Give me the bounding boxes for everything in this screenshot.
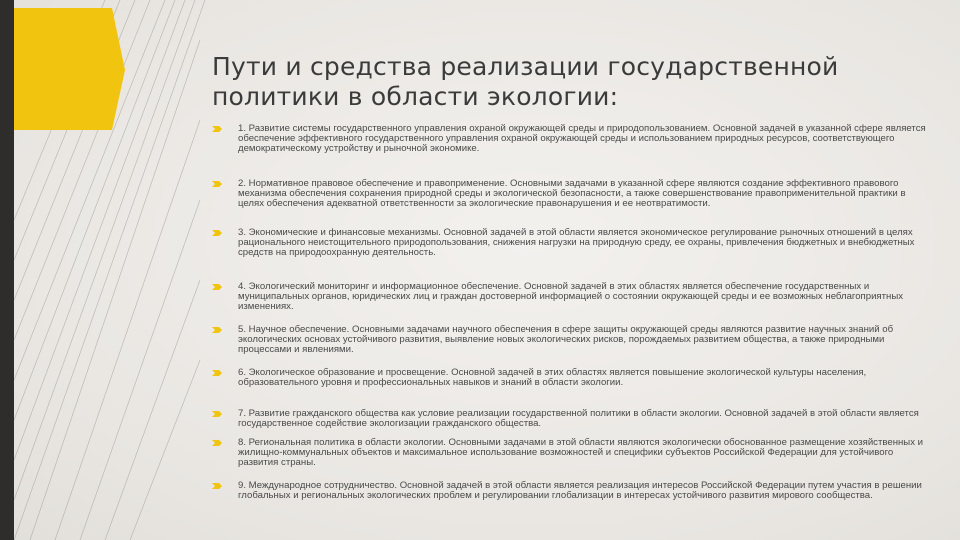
chevron-bullet-icon — [212, 440, 222, 446]
list-item — [212, 481, 926, 501]
list-item — [212, 325, 926, 356]
list-item — [212, 368, 926, 388]
list-item-text: 9. Международное сотрудничество. Основной задачей в этой области является реализация интересов Российской Федерации путем участия в решении глобальных и региональных экологических проблем и регулировании глобализации в интересах устойчивого развития мирового сообщества. — [238, 480, 922, 502]
list-item-text: 2. Нормативное правовое обеспечение и правоприменение. Основными задачами в указанной сфере являются создание эффективного правового механизма обеспечения сохранения природной среды и экологической безопасности, а также совершенствование правоприменительной практики в целях обеспечения адекватной ответственности за экологические правонарушения и ее неотвратимости. — [238, 178, 906, 210]
chevron-bullet-icon — [212, 181, 222, 187]
list-item-text: 7. Развитие гражданского общества как условие реализации государственной политики в области экологии. Основной задачей в этой области является государственное содействие экологизации гражданского общества. — [238, 408, 919, 430]
list-item-text: 8. Региональная политика в области экологии. Основными задачами в этой области являются экологически обоснованное размещение хозяйственных и жилищно-коммунальных объектов и максимальное использование возможностей и специфики субъектов Российской Федерации для устойчивого развития страны. — [238, 437, 924, 469]
list-item — [212, 179, 926, 210]
list-item-text: 3. Экономические и финансовые механизмы. Основной задачей в этой области является экономическое регулирование рыночных отношений в целях рационального неистощительного природопользования, снижения нагрузки на природную среду, ее охраны, привлечения бюджетных и внебюджетных средств на природоохранную деятельность. — [238, 227, 915, 259]
chevron-bullet-icon — [212, 370, 222, 376]
slide-title: Пути и средства реализации государственной политики в области экологии: — [212, 52, 839, 111]
chevron-bullet-icon — [212, 230, 222, 236]
chevron-bullet-icon — [212, 483, 222, 489]
list-item — [212, 438, 926, 469]
list-item — [212, 228, 926, 259]
list-item-text: 5. Научное обеспечение. Основными задачами научного обеспечения в сфере защиты окружающей среды являются развитие научных знаний об экологических основах устойчивого развития, выявление новых экологических рисков, порождаемых развитием общества, а также природными процессами и явлениями. — [238, 324, 894, 356]
chevron-bullet-icon — [212, 327, 222, 333]
chevron-bullet-icon — [212, 411, 222, 417]
list-item — [212, 282, 926, 313]
list-item-text: 4. Экологический мониторинг и информационное обеспечение. Основной задачей в этих областях является обеспечение государственных и муниципальных органов, юридических лиц и граждан достоверной информацией о состоянии окружающей среды и ее возможных неблагоприятных изменениях. — [238, 281, 904, 313]
chevron-bullet-icon — [212, 126, 222, 132]
list-item-text: 1. Развитие системы государственного управления охраной окружающей среды и природопользованием. Основной задачей в указанной сфере является обеспечение эффективного государственного управления охраной окружающей среды и использованием природных ресурсов, соответствующего демократическому устройству и рыночной экономике. — [238, 123, 926, 155]
list-item-text: 6. Экологическое образование и просвещение. Основной задачей в этих областях является повышение экологической культуры населения, образовательного уровня и профессиональных навыков и знаний в области экологии. — [238, 367, 867, 389]
decorative-lines-graphic — [0, 0, 210, 540]
list-item — [212, 409, 926, 429]
list-item — [212, 124, 926, 155]
chevron-bullet-icon — [212, 284, 222, 290]
accent-arrow-shape — [14, 8, 125, 130]
